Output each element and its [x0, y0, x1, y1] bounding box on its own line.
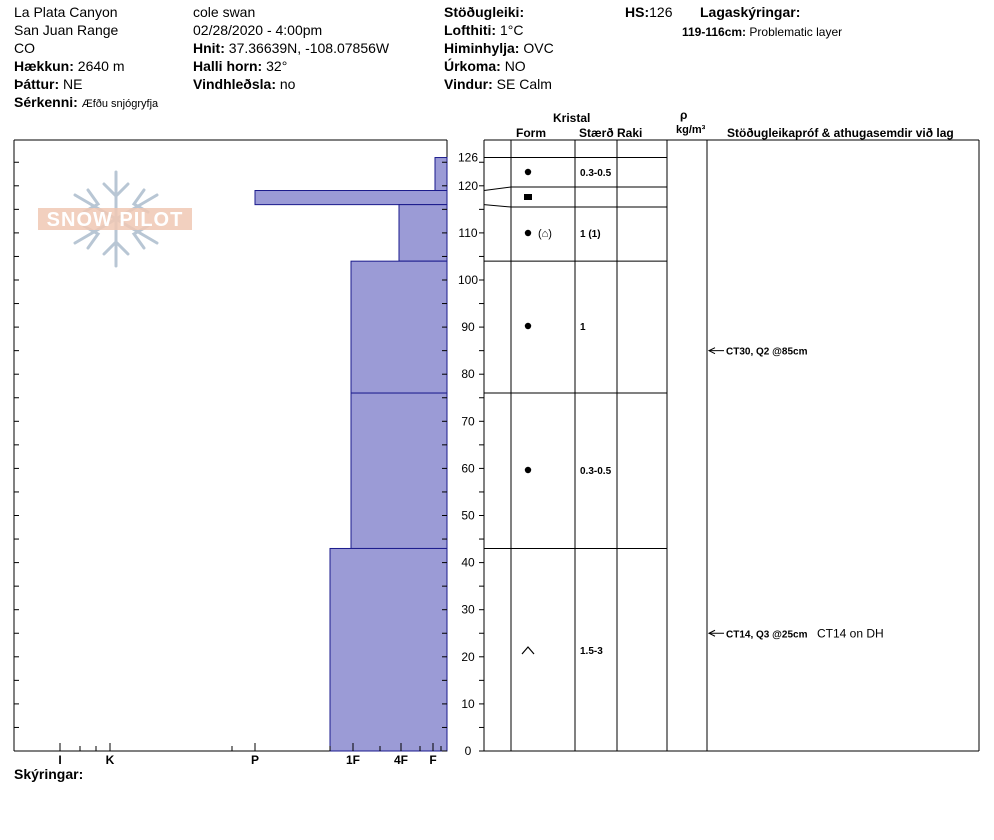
hardness-tick-label: K	[105, 753, 115, 767]
slope-angle: Halli horn: 32°	[193, 58, 288, 74]
layer-row-5	[522, 646, 603, 657]
logo-text: SNOW PILOT	[46, 209, 184, 231]
depth-tick-label: 60	[461, 461, 475, 476]
stability: Stöðugleiki:	[444, 4, 525, 20]
observer: cole swan	[193, 4, 256, 20]
form-header: Form	[516, 126, 546, 140]
grain-size-label: 1.5-3	[580, 646, 603, 657]
depth-tick-label: 0	[464, 744, 472, 758]
hardness-tick-label: F	[429, 753, 437, 767]
hardness-tick-label: P	[250, 753, 260, 767]
hardness-bar-3	[351, 261, 447, 393]
layer-note: 119-116cm: Problematic layer	[682, 25, 843, 39]
depth-tick-label: 100	[457, 273, 479, 287]
depth-tick-label: 10	[461, 696, 475, 711]
tests-header: Stöðugleikapróf & athugasemdir við lag	[727, 126, 954, 140]
depth-tick-label: 110	[458, 225, 478, 240]
crystal-header: Kristal	[553, 111, 591, 125]
layer-notes-title: Lagaskýringar:	[700, 4, 801, 20]
layer-row-1	[524, 194, 532, 200]
hardness-bar-2	[399, 205, 447, 262]
test-comment-label: CT14 on DH	[817, 626, 884, 641]
depth-tick-label: 126	[457, 150, 479, 165]
test-result-label: CT14, Q3 @25cm	[726, 629, 808, 641]
air-temp: Lofthiti: 1°C	[444, 22, 524, 38]
depth-hoar-icon	[522, 647, 534, 654]
layer-row-0	[525, 168, 612, 179]
depth-tick-label: 20	[461, 649, 475, 664]
layer-connector	[484, 205, 511, 207]
hardness-tick-label: 4F	[393, 753, 409, 767]
state-name: CO	[14, 40, 35, 56]
hardness-tick-label: 1F	[345, 753, 361, 767]
sky-cover: Himinhylja: OVC	[444, 40, 554, 56]
depth-tick-label: 120	[457, 178, 479, 193]
rho-header: ρ	[680, 108, 688, 122]
layer-row-4	[525, 466, 612, 477]
depth-tick-label: 90	[461, 320, 475, 335]
rounded-grain-icon	[525, 467, 531, 473]
location-name: La Plata Canyon	[14, 4, 118, 20]
rounded-grain-icon	[525, 323, 531, 329]
faceted-grain-icon	[524, 194, 532, 200]
rounded-grain-icon	[525, 169, 531, 175]
depth-tick-label: 50	[461, 508, 475, 523]
aspect: Þáttur: NE	[14, 76, 83, 92]
moisture-header: Raki	[617, 126, 643, 140]
precipitation: Úrkoma: NO	[444, 58, 526, 74]
hardness-bar-4	[351, 393, 447, 548]
snow-height: HS:126	[625, 4, 673, 20]
rounded-grain-icon	[525, 230, 531, 236]
wind: Vindur: SE Calm	[444, 76, 552, 92]
stability-test-1	[709, 626, 884, 640]
density-unit-header: kg/m³	[676, 124, 706, 136]
elevation: Hækkun: 2640 m	[14, 58, 125, 74]
depth-tick-label: 30	[461, 602, 475, 617]
size-header: Stærð	[579, 126, 614, 140]
depth-tick-label: 80	[461, 367, 475, 382]
special: Sérkenni: Æfðu snjógryfja	[14, 94, 159, 110]
hardness-bar-1	[255, 191, 447, 205]
grain-size-label: 0.3-0.5	[580, 168, 612, 179]
secondary-grain-icon: (⌂)	[538, 228, 552, 240]
layer-connector	[484, 187, 511, 191]
layer-row-2	[525, 228, 601, 240]
wind-loading: Vindhleðsla: no	[193, 76, 296, 92]
snowpilot-logo	[38, 172, 192, 266]
hardness-tick-label: I	[58, 753, 62, 767]
test-result-label: CT30, Q2 @85cm	[726, 346, 808, 358]
notes-label: Skýringar:	[14, 766, 84, 782]
grain-size-label: 1 (1)	[580, 229, 601, 240]
stability-test-0	[709, 347, 808, 358]
depth-tick-label: 40	[461, 555, 475, 570]
coordinates: Hnit: 37.36639N, -108.07856W	[193, 40, 390, 56]
range-name: San Juan Range	[14, 22, 119, 38]
grain-size-label: 1	[580, 322, 586, 333]
layer-row-3	[525, 322, 586, 333]
hardness-bar-5	[330, 548, 447, 751]
grain-size-label: 0.3-0.5	[580, 466, 612, 477]
depth-tick-label: 70	[461, 414, 475, 429]
datetime: 02/28/2020 - 4:00pm	[193, 22, 323, 38]
